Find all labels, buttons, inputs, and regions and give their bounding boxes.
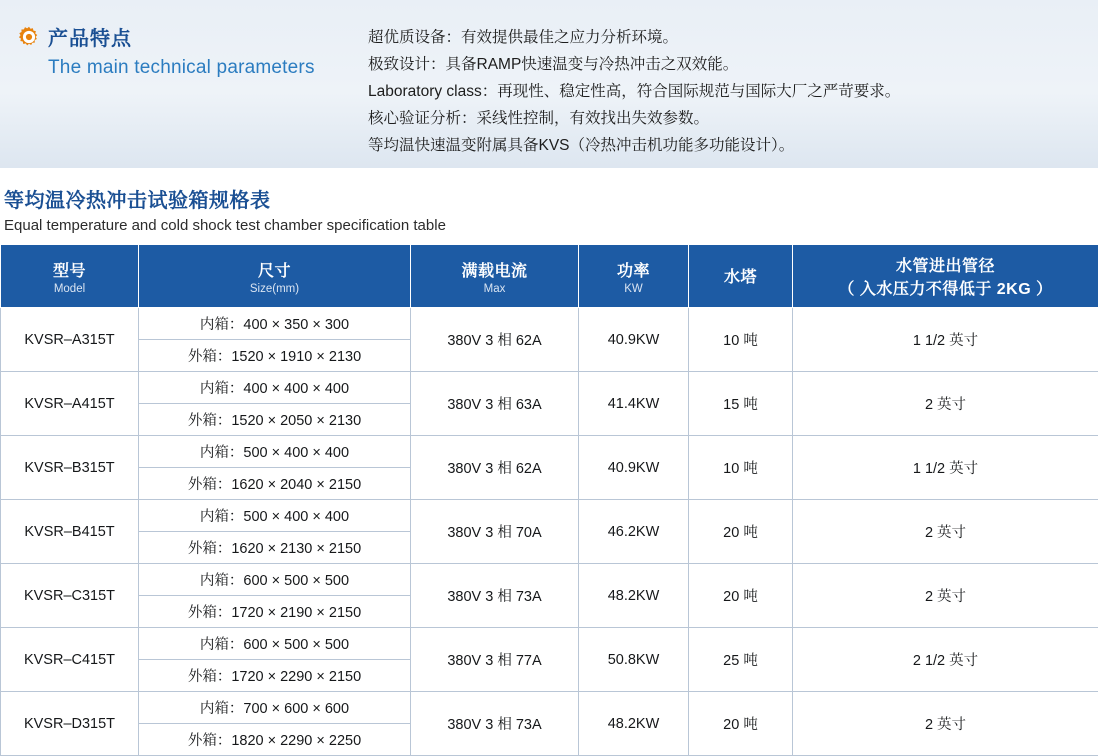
header-cn: 型号 (5, 258, 134, 281)
product-features-banner (0, 0, 1098, 168)
cell-current: 380V 3 相 77A (411, 628, 579, 692)
table-row (1, 628, 1098, 660)
column-header-pipe-diameter (793, 245, 1098, 308)
cell-inner-size: 内箱：700 × 600 × 600 (139, 692, 411, 724)
page-title: 等均温冷热冲击试验箱规格表 (4, 184, 1098, 213)
cell-inner-size: 内箱：400 × 350 × 300 (139, 308, 411, 340)
cell-model: KVSR–D315T (1, 692, 139, 756)
header-cn: 功率 (583, 258, 684, 281)
cell-power: 40.9KW (579, 308, 689, 372)
table-row (1, 564, 1098, 596)
cell-inner-size: 内箱：600 × 500 × 500 (139, 628, 411, 660)
cell-model: KVSR–A315T (1, 308, 139, 372)
cell-power: 41.4KW (579, 372, 689, 436)
cell-outer-size: 外箱：1620 × 2130 × 2150 (139, 532, 411, 564)
cell-water-tower: 15 吨 (689, 372, 793, 436)
column-header-water-tower (689, 245, 793, 308)
table-row (1, 500, 1098, 532)
cell-current: 380V 3 相 70A (411, 500, 579, 564)
cell-inner-size: 内箱：600 × 500 × 500 (139, 564, 411, 596)
specification-table (0, 244, 1098, 756)
cell-outer-size: 外箱：1520 × 2050 × 2130 (139, 404, 411, 436)
cell-model: KVSR–B315T (1, 436, 139, 500)
feature-line: Laboratory class：再现性、稳定性高，符合国际规范与国际大厂之严苛要求。 (368, 78, 1072, 105)
page-subtitle: Equal temperature and cold shock test chamber specification table (4, 217, 1098, 234)
table-row (1, 692, 1098, 724)
header-en: KW (583, 283, 684, 295)
feature-line: 极致设计：具备RAMP快速温变与冷热冲击之双效能。 (368, 51, 1072, 78)
cell-outer-size: 外箱：1720 × 2290 × 2150 (139, 660, 411, 692)
banner-content (0, 0, 1098, 159)
cell-outer-size: 外箱：1720 × 2190 × 2150 (139, 596, 411, 628)
feature-heading-row (18, 22, 368, 51)
column-header-current (411, 245, 579, 308)
cell-power: 46.2KW (579, 500, 689, 564)
feature-line: 核心验证分析：采线性控制，有效找出失效参数。 (368, 105, 1072, 132)
gear-icon (18, 26, 40, 48)
cell-outer-size: 外箱：1620 × 2040 × 2150 (139, 468, 411, 500)
header-cn-sub: （ 入水压力不得低于 2KG ） (797, 276, 1094, 299)
cell-pipe: 2 1/2 英寸 (793, 628, 1098, 692)
header-cn: 满载电流 (415, 258, 574, 281)
cell-inner-size: 内箱：500 × 400 × 400 (139, 436, 411, 468)
table-row (1, 436, 1098, 468)
header-en: Size(mm) (143, 283, 406, 295)
table-row (1, 308, 1098, 340)
feature-list (368, 22, 1072, 159)
cell-inner-size: 内箱：400 × 400 × 400 (139, 372, 411, 404)
feature-heading-block (18, 22, 368, 79)
cell-current: 380V 3 相 63A (411, 372, 579, 436)
cell-pipe: 1 1/2 英寸 (793, 308, 1098, 372)
header-cn: 水管进出管径 (797, 253, 1094, 276)
cell-power: 48.2KW (579, 692, 689, 756)
header-cn: 水塔 (693, 264, 788, 287)
cell-water-tower: 10 吨 (689, 436, 793, 500)
cell-pipe: 2 英寸 (793, 500, 1098, 564)
column-header-size (139, 245, 411, 308)
cell-water-tower: 20 吨 (689, 500, 793, 564)
cell-current: 380V 3 相 73A (411, 692, 579, 756)
cell-water-tower: 10 吨 (689, 308, 793, 372)
table-row (1, 372, 1098, 404)
header-cn: 尺寸 (143, 258, 406, 281)
cell-current: 380V 3 相 73A (411, 564, 579, 628)
column-header-model (1, 245, 139, 308)
cell-water-tower: 25 吨 (689, 628, 793, 692)
cell-water-tower: 20 吨 (689, 564, 793, 628)
cell-model: KVSR–A415T (1, 372, 139, 436)
cell-pipe: 2 英寸 (793, 564, 1098, 628)
section-header (0, 168, 1098, 234)
cell-model: KVSR–C415T (1, 628, 139, 692)
cell-power: 50.8KW (579, 628, 689, 692)
cell-power: 40.9KW (579, 436, 689, 500)
feature-title-en: The main technical parameters (48, 57, 368, 79)
cell-inner-size: 内箱：500 × 400 × 400 (139, 500, 411, 532)
cell-pipe: 2 英寸 (793, 692, 1098, 756)
feature-line: 超优质设备：有效提供最佳之应力分析环境。 (368, 24, 1072, 51)
cell-model: KVSR–C315T (1, 564, 139, 628)
cell-pipe: 1 1/2 英寸 (793, 436, 1098, 500)
cell-outer-size: 外箱：1520 × 1910 × 2130 (139, 340, 411, 372)
header-en: Max (415, 283, 574, 295)
cell-current: 380V 3 相 62A (411, 308, 579, 372)
table-header-row (1, 245, 1098, 308)
column-header-power (579, 245, 689, 308)
feature-title-cn: 产品特点 (48, 22, 132, 51)
cell-power: 48.2KW (579, 564, 689, 628)
feature-line: 等均温快速温变附属具备KVS（冷热冲击机功能多功能设计）。 (368, 132, 1072, 159)
cell-pipe: 2 英寸 (793, 372, 1098, 436)
cell-water-tower: 20 吨 (689, 692, 793, 756)
cell-model: KVSR–B415T (1, 500, 139, 564)
header-en: Model (5, 283, 134, 295)
cell-current: 380V 3 相 62A (411, 436, 579, 500)
cell-outer-size: 外箱：1820 × 2290 × 2250 (139, 724, 411, 756)
